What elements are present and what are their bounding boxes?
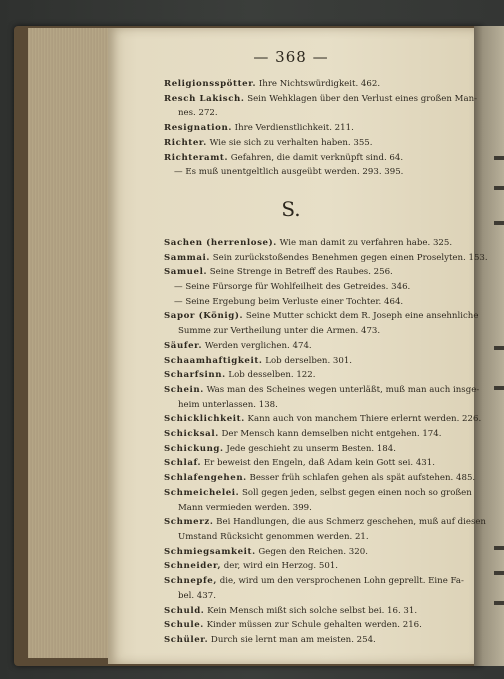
- entry-text: Kann auch von manchem Thiere erlernt werden. 226.: [244, 414, 482, 425]
- entry-keyword: Schickung.: [164, 443, 224, 454]
- entry-keyword: Schule.: [164, 620, 204, 631]
- entry-text: Durch sie lernt man am meisten. 254.: [208, 634, 376, 645]
- entry-text: Was man des Scheines wegen unterläßt, muß man auch insge-: [203, 384, 480, 395]
- entry-text: Sein Wehklagen über den Verlust eines großen Man-: [244, 93, 478, 104]
- entry-text: Gefahren, die damit verknüpft sind. 64.: [228, 152, 404, 163]
- index-entry: [164, 136, 466, 151]
- index-entry: [164, 77, 466, 92]
- index-entry: [164, 265, 466, 280]
- entry-text: Mann vermieden werden. 399.: [178, 502, 312, 513]
- entry-keyword: Schicklichkeit.: [164, 414, 245, 425]
- index-entry: [164, 106, 466, 121]
- index-entry: [164, 354, 466, 369]
- entry-text: Seine Strenge in Betreff des Raubes. 256.: [207, 267, 393, 278]
- index-entry: [164, 165, 466, 180]
- page-edges: [28, 28, 112, 658]
- index-entry: [164, 92, 478, 107]
- index-entry: [164, 324, 466, 339]
- entry-text: Besser früh schlafen gehen als spät aufstehen. 485.: [246, 473, 476, 484]
- entry-text: Umstand Rücksicht genommen werden. 21.: [178, 531, 369, 542]
- entry-keyword: Samuel.: [164, 267, 208, 278]
- entry-keyword: Religionsspötter.: [164, 79, 257, 89]
- entry-text: — Seine Fürsorge für Wohlfeilheit des Getreides. 346.: [174, 282, 411, 293]
- index-entry: [164, 618, 466, 633]
- index-entry: [164, 501, 466, 516]
- entry-keyword: Schicksal.: [164, 429, 219, 440]
- entry-keyword: Richter.: [164, 137, 207, 148]
- index-entry: [164, 368, 466, 383]
- entry-text: der, wird ein Herzog. 501.: [221, 561, 339, 572]
- index-entry: [164, 486, 472, 501]
- index-entry: [164, 295, 466, 310]
- entry-keyword: Schnepfe,: [164, 576, 217, 587]
- index-entry: [164, 151, 466, 166]
- index-entry: [164, 515, 486, 530]
- entry-text: Gegen den Reichen. 320.: [255, 546, 368, 557]
- index-entry: [164, 633, 466, 648]
- entry-keyword: Schmerz.: [164, 517, 214, 528]
- entry-keyword: Schmeichelei.: [164, 487, 240, 498]
- index-entry: [164, 559, 466, 574]
- index-entry: [164, 280, 466, 295]
- entry-text: Wie sie sich zu verhalten haben. 355.: [206, 137, 373, 148]
- facing-page-mark: [494, 156, 504, 160]
- entry-text: bel. 437.: [178, 590, 216, 601]
- entry-keyword: Sachen (herrenlose).: [164, 237, 277, 248]
- entry-text: die, wird um den versprochenen Lohn geprellt. Eine Fa-: [216, 576, 464, 587]
- index-entry: [164, 471, 476, 486]
- entry-keyword: Schaamhaftigkeit.: [164, 355, 263, 366]
- index-entry: [164, 442, 466, 457]
- entry-text: Jede geschieht zu unserm Besten. 184.: [223, 443, 396, 454]
- index-entry: [164, 589, 466, 604]
- entry-text: — Es muß unentgeltlich ausgeübt werden. 293. 395.: [174, 167, 404, 178]
- index-entry: [164, 456, 466, 471]
- entry-keyword: Schmiegsamkeit.: [164, 546, 256, 557]
- facing-page-mark: [494, 346, 504, 350]
- entry-text: — Seine Ergebung beim Verluste einer Tochter. 464.: [174, 296, 404, 307]
- index-entry: [164, 339, 466, 354]
- index-entry: [164, 398, 466, 413]
- entry-text: Soll gegen jeden, selbst gegen einen noch so großen: [239, 487, 472, 498]
- facing-page-mark: [494, 546, 504, 550]
- entry-text: Summe zur Vertheilung unter die Armen. 473.: [178, 326, 381, 337]
- entry-text: nes. 272.: [178, 108, 218, 119]
- entry-text: Er beweist den Engeln, daß Adam kein Gott sei. 431.: [201, 458, 435, 469]
- entry-text: heim unterlassen. 138.: [178, 399, 278, 410]
- entry-text: Lob derselben. 301.: [262, 355, 353, 366]
- index-entry: [164, 604, 466, 619]
- entry-text: Werden verglichen. 474.: [202, 340, 312, 351]
- entry-text: Ihre Nichtswürdigkeit. 462.: [256, 79, 381, 89]
- entry-keyword: Schüler.: [164, 634, 209, 645]
- entry-keyword: Schlaf.: [164, 458, 202, 469]
- entry-keyword: Sammai.: [164, 252, 210, 263]
- index-entries: [164, 77, 488, 648]
- entry-keyword: Schuld.: [164, 605, 205, 616]
- index-entry: [164, 251, 488, 266]
- index-entry: [164, 236, 466, 251]
- facing-page-mark: [494, 571, 504, 575]
- facing-page-mark: [494, 601, 504, 605]
- entry-text: Bei Handlungen, die aus Schmerz geschehen, muß auf diesen: [213, 517, 486, 528]
- entry-text: Ihre Verdienstlichkeit. 211.: [231, 123, 354, 134]
- page-number: — 368 —: [253, 48, 329, 66]
- entry-keyword: Scharfsinn.: [164, 370, 226, 381]
- book-page: [108, 28, 488, 664]
- facing-page-mark: [494, 186, 504, 190]
- entry-text: Lob desselben. 122.: [225, 370, 316, 381]
- entry-keyword: Säufer.: [164, 340, 203, 351]
- facing-page-edge: [474, 26, 504, 666]
- entry-text: Wie man damit zu verfahren habe. 325.: [276, 237, 453, 248]
- entry-keyword: Richteramt.: [164, 152, 229, 163]
- entry-text: Der Mensch kann demselben nicht entgehen. 174.: [218, 429, 442, 440]
- section-letter: S.: [281, 197, 301, 221]
- entry-keyword: Schein.: [164, 384, 204, 395]
- entry-keyword: Schneider,: [164, 561, 222, 572]
- index-entry: [164, 574, 466, 589]
- index-entry: [164, 427, 466, 442]
- facing-page-mark: [494, 386, 504, 390]
- facing-page-mark: [494, 221, 504, 225]
- index-entry: [164, 121, 466, 136]
- index-entry: [164, 383, 480, 398]
- entry-keyword: Sapor (König).: [164, 311, 244, 322]
- entry-keyword: Schlafengehen.: [164, 473, 247, 484]
- entry-keyword: Resignation.: [164, 123, 232, 134]
- index-entry: [164, 412, 482, 427]
- entry-keyword: Resch Lakisch.: [164, 93, 245, 104]
- entry-text: Kein Mensch mißt sich solche selbst bei. 16. 31.: [204, 605, 418, 616]
- index-entry: [164, 545, 466, 560]
- index-entry: [164, 309, 479, 324]
- entry-text: Seine Mutter schickt dem R. Joseph eine ansehnliche: [243, 311, 479, 322]
- entry-text: Sein zurückstoßendes Benehmen gegen einen Proselyten. 153.: [210, 252, 488, 263]
- index-entry: [164, 530, 466, 545]
- entry-text: Kinder müssen zur Schule gehalten werden. 216.: [203, 620, 422, 631]
